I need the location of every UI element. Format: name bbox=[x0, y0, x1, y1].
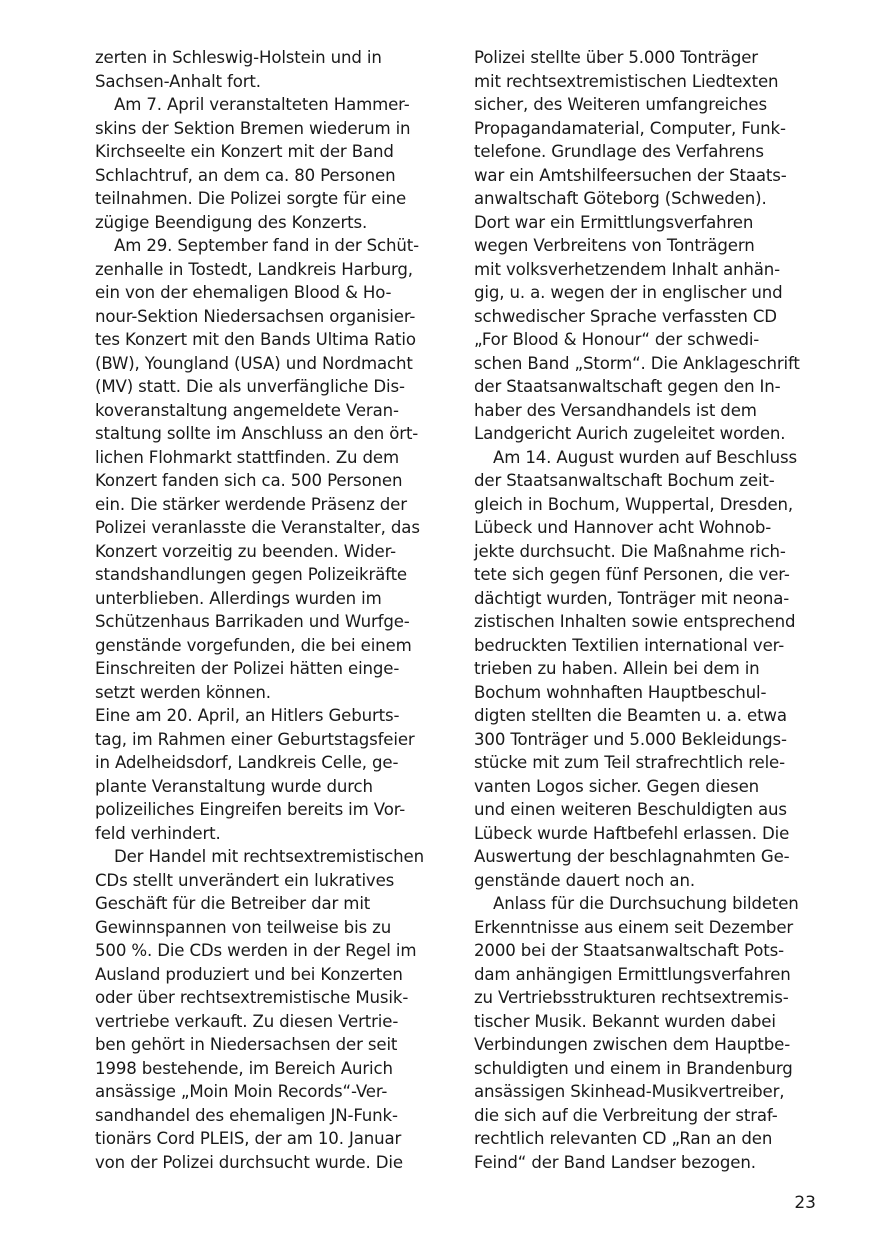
text-line: anwaltschaft Göteborg (Schweden). bbox=[474, 189, 767, 208]
paragraph-start-line: Am 29. September fand in der Schüt- bbox=[114, 236, 419, 255]
text-line: teilnahmen. Die Polizei sorgte für eine bbox=[95, 189, 407, 208]
text-line: Propagandamaterial, Computer, Funk- bbox=[474, 118, 786, 138]
text-line: gleich in Bochum, Wuppertal, Dresden, bbox=[474, 494, 794, 514]
paragraph-start-line: Anlass für die Durchsuchung bildeten bbox=[493, 894, 799, 913]
text-line: der Staatsanwaltschaft gegen den In- bbox=[474, 377, 781, 396]
text-line: zügige Beendigung des Konzerts. bbox=[95, 212, 368, 232]
text-line: zenhalle in Tostedt, Landkreis Harburg, bbox=[95, 259, 413, 279]
text-line: gig, u. a. wegen der in englischer und bbox=[474, 283, 783, 302]
text-line: stücke mit zum Teil strafrechtlich rele- bbox=[474, 753, 785, 772]
left-text-column bbox=[95, 46, 445, 1174]
text-line: sicher, des Weiteren umfangreiches bbox=[474, 95, 767, 114]
text-line: polizeiliches Eingreifen bereits im Vor- bbox=[95, 800, 406, 819]
text-line: Bochum wohnhaften Hauptbeschul- bbox=[474, 682, 767, 702]
text-line: Konzert fanden sich ca. 500 Personen bbox=[95, 471, 403, 490]
text-line: „For Blood & Honour“ der schwedi- bbox=[474, 330, 760, 349]
text-line: rechtlich relevanten CD „Ran an den bbox=[474, 1129, 773, 1148]
text-line: koveranstaltung angemeldete Veran- bbox=[95, 400, 399, 420]
text-line: sandhandel des ehemaligen JN-Funk- bbox=[95, 1105, 398, 1125]
text-line: plante Veranstaltung wurde durch bbox=[95, 776, 373, 796]
text-line: bedruckten Textilien international ver- bbox=[474, 635, 785, 655]
text-line: zu Vertriebsstrukturen rechtsextremis- bbox=[474, 988, 789, 1007]
text-line: (MV) statt. Die als unverfängliche Dis- bbox=[95, 377, 405, 396]
text-line: trieben zu haben. Allein bei dem in bbox=[474, 659, 760, 678]
text-line: tag, im Rahmen einer Geburtstagsfeier bbox=[95, 729, 415, 749]
text-line: Verbindungen zwischen dem Hauptbe- bbox=[474, 1035, 791, 1054]
text-line: schen Band „Storm“. Die Anklageschrift bbox=[474, 353, 800, 373]
text-line: ansässige „Moin Moin Records“-Ver- bbox=[95, 1082, 388, 1101]
text-line: der Staatsanwaltschaft Bochum zeit- bbox=[474, 471, 775, 490]
text-line: Lübeck wurde Haftbefehl erlassen. Die bbox=[474, 823, 790, 843]
text-line: skins der Sektion Bremen wiederum in bbox=[95, 118, 411, 138]
text-line: schwedischer Sprache verfassten CD bbox=[474, 306, 777, 326]
text-line: (BW), Youngland (USA) und Nordmacht bbox=[95, 353, 413, 373]
text-line: nour-Sektion Niedersachsen organisier- bbox=[95, 306, 416, 326]
text-line: 500 %. Die CDs werden in der Regel im bbox=[95, 941, 417, 960]
paragraph-start-line: Am 14. August wurden auf Beschluss bbox=[493, 447, 797, 467]
text-line: ein. Die stärker werdende Präsenz der bbox=[95, 494, 407, 514]
text-line: Auswertung der beschlagnahmten Ge- bbox=[474, 847, 790, 866]
paragraph-start-line: Eine am 20. April, an Hitlers Geburts- bbox=[95, 706, 400, 725]
text-line: standshandlungen gegen Polizeikräfte bbox=[95, 565, 407, 584]
text-line: genstände vorgefunden, die bei einem bbox=[95, 635, 412, 655]
text-line: dächtigt wurden, Tonträger mit neona- bbox=[474, 588, 790, 608]
text-line: Einschreiten der Polizei hätten einge- bbox=[95, 659, 400, 678]
text-line: von der Polizei durchsucht wurde. Die bbox=[95, 1152, 403, 1172]
text-line: feld verhindert. bbox=[95, 823, 221, 843]
text-line: 1998 bestehende, im Bereich Aurich bbox=[95, 1058, 393, 1078]
text-line: Erkenntnisse aus einem seit Dezember bbox=[474, 917, 794, 937]
text-line: Gewinnspannen von teilweise bis zu bbox=[95, 917, 392, 937]
text-line: zistischen Inhalten sowie entsprechend bbox=[474, 612, 796, 631]
text-line: CDs stellt unverändert ein lukratives bbox=[95, 870, 395, 890]
text-line: Konzert vorzeitig zu beenden. Wider- bbox=[95, 541, 397, 561]
text-line: ansässigen Skinhead-Musikvertreiber, bbox=[474, 1082, 785, 1101]
text-line: dam anhängigen Ermittlungsverfahren bbox=[474, 964, 791, 984]
text-line: zerten in Schleswig-Holstein und in bbox=[95, 48, 382, 67]
text-line: mit rechtsextremistischen Liedtexten bbox=[474, 71, 779, 91]
text-line: vanten Logos sicher. Gegen diesen bbox=[474, 776, 760, 796]
text-line: lichen Flohmarkt stattfinden. Zu dem bbox=[95, 447, 400, 467]
text-line: Ausland produziert und bei Konzerten bbox=[95, 964, 403, 984]
paragraph-start-line: Der Handel mit rechtsextremistischen bbox=[114, 847, 424, 866]
text-line: Polizei veranlasste die Veranstalter, das bbox=[95, 518, 420, 537]
text-line: haber des Versandhandels ist dem bbox=[474, 400, 757, 420]
text-line: 300 Tonträger und 5.000 Bekleidungs- bbox=[474, 729, 787, 749]
text-line: war ein Amtshilfeersuchen der Staats- bbox=[474, 165, 787, 185]
text-line: mit volksverhetzendem Inhalt anhän- bbox=[474, 259, 780, 279]
text-line: Lübeck und Hannover acht Wohnob- bbox=[474, 518, 772, 537]
text-line: Dort war ein Ermittlungsverfahren bbox=[474, 212, 754, 232]
text-line: ein von der ehemaligen Blood & Ho- bbox=[95, 283, 392, 302]
text-line: tes Konzert mit den Bands Ultima Ratio bbox=[95, 330, 416, 349]
text-line: Sachsen-Anhalt fort. bbox=[95, 71, 261, 91]
text-line: unterblieben. Allerdings wurden im bbox=[95, 588, 382, 608]
text-line: jekte durchsucht. Die Maßnahme rich- bbox=[474, 541, 786, 561]
text-line: Kirchseelte ein Konzert mit der Band bbox=[95, 142, 394, 161]
text-line: 2000 bei der Staatsanwaltschaft Pots- bbox=[474, 941, 784, 960]
text-line: vertriebe verkauft. Zu diesen Vertrie- bbox=[95, 1011, 399, 1031]
text-line: genstände dauert noch an. bbox=[474, 870, 695, 890]
right-text-column bbox=[474, 46, 824, 1174]
text-line: tionärs Cord PLEIS, der am 10. Januar bbox=[95, 1129, 402, 1148]
text-line: oder über rechtsextremistische Musik- bbox=[95, 988, 409, 1007]
text-line: tischer Musik. Bekannt wurden dabei bbox=[474, 1011, 776, 1031]
text-line: tete sich gegen fünf Personen, die ver- bbox=[474, 565, 790, 584]
paragraph-start-line: Am 7. April veranstalteten Hammer- bbox=[114, 95, 410, 114]
text-line: die sich auf die Verbreitung der straf- bbox=[474, 1105, 778, 1125]
text-line: Feind“ der Band Landser bezogen. bbox=[474, 1152, 756, 1172]
text-line: schuldigten und einem in Brandenburg bbox=[474, 1058, 793, 1078]
text-line: digten stellten die Beamten u. a. etwa bbox=[474, 706, 787, 725]
text-line: in Adelheidsdorf, Landkreis Celle, ge- bbox=[95, 753, 399, 772]
text-line: Schlachtruf, an dem ca. 80 Personen bbox=[95, 165, 396, 185]
text-line: telefone. Grundlage des Verfahrens bbox=[474, 142, 764, 161]
text-line: staltung sollte im Anschluss an den ört- bbox=[95, 424, 419, 443]
text-line: Polizei stellte über 5.000 Tonträger bbox=[474, 48, 758, 67]
text-line: Schützenhaus Barrikaden und Wurfge- bbox=[95, 612, 410, 631]
page-number: 23 bbox=[794, 1193, 816, 1213]
text-line: Landgericht Aurich zugeleitet worden. bbox=[474, 424, 786, 443]
text-line: wegen Verbreitens von Tonträgern bbox=[474, 236, 755, 255]
text-line: und einen weiteren Beschuldigten aus bbox=[474, 800, 787, 819]
text-line: ben gehört in Niedersachsen der seit bbox=[95, 1035, 398, 1054]
text-line: Geschäft für die Betreiber dar mit bbox=[95, 894, 371, 913]
text-line: setzt werden können. bbox=[95, 682, 271, 702]
